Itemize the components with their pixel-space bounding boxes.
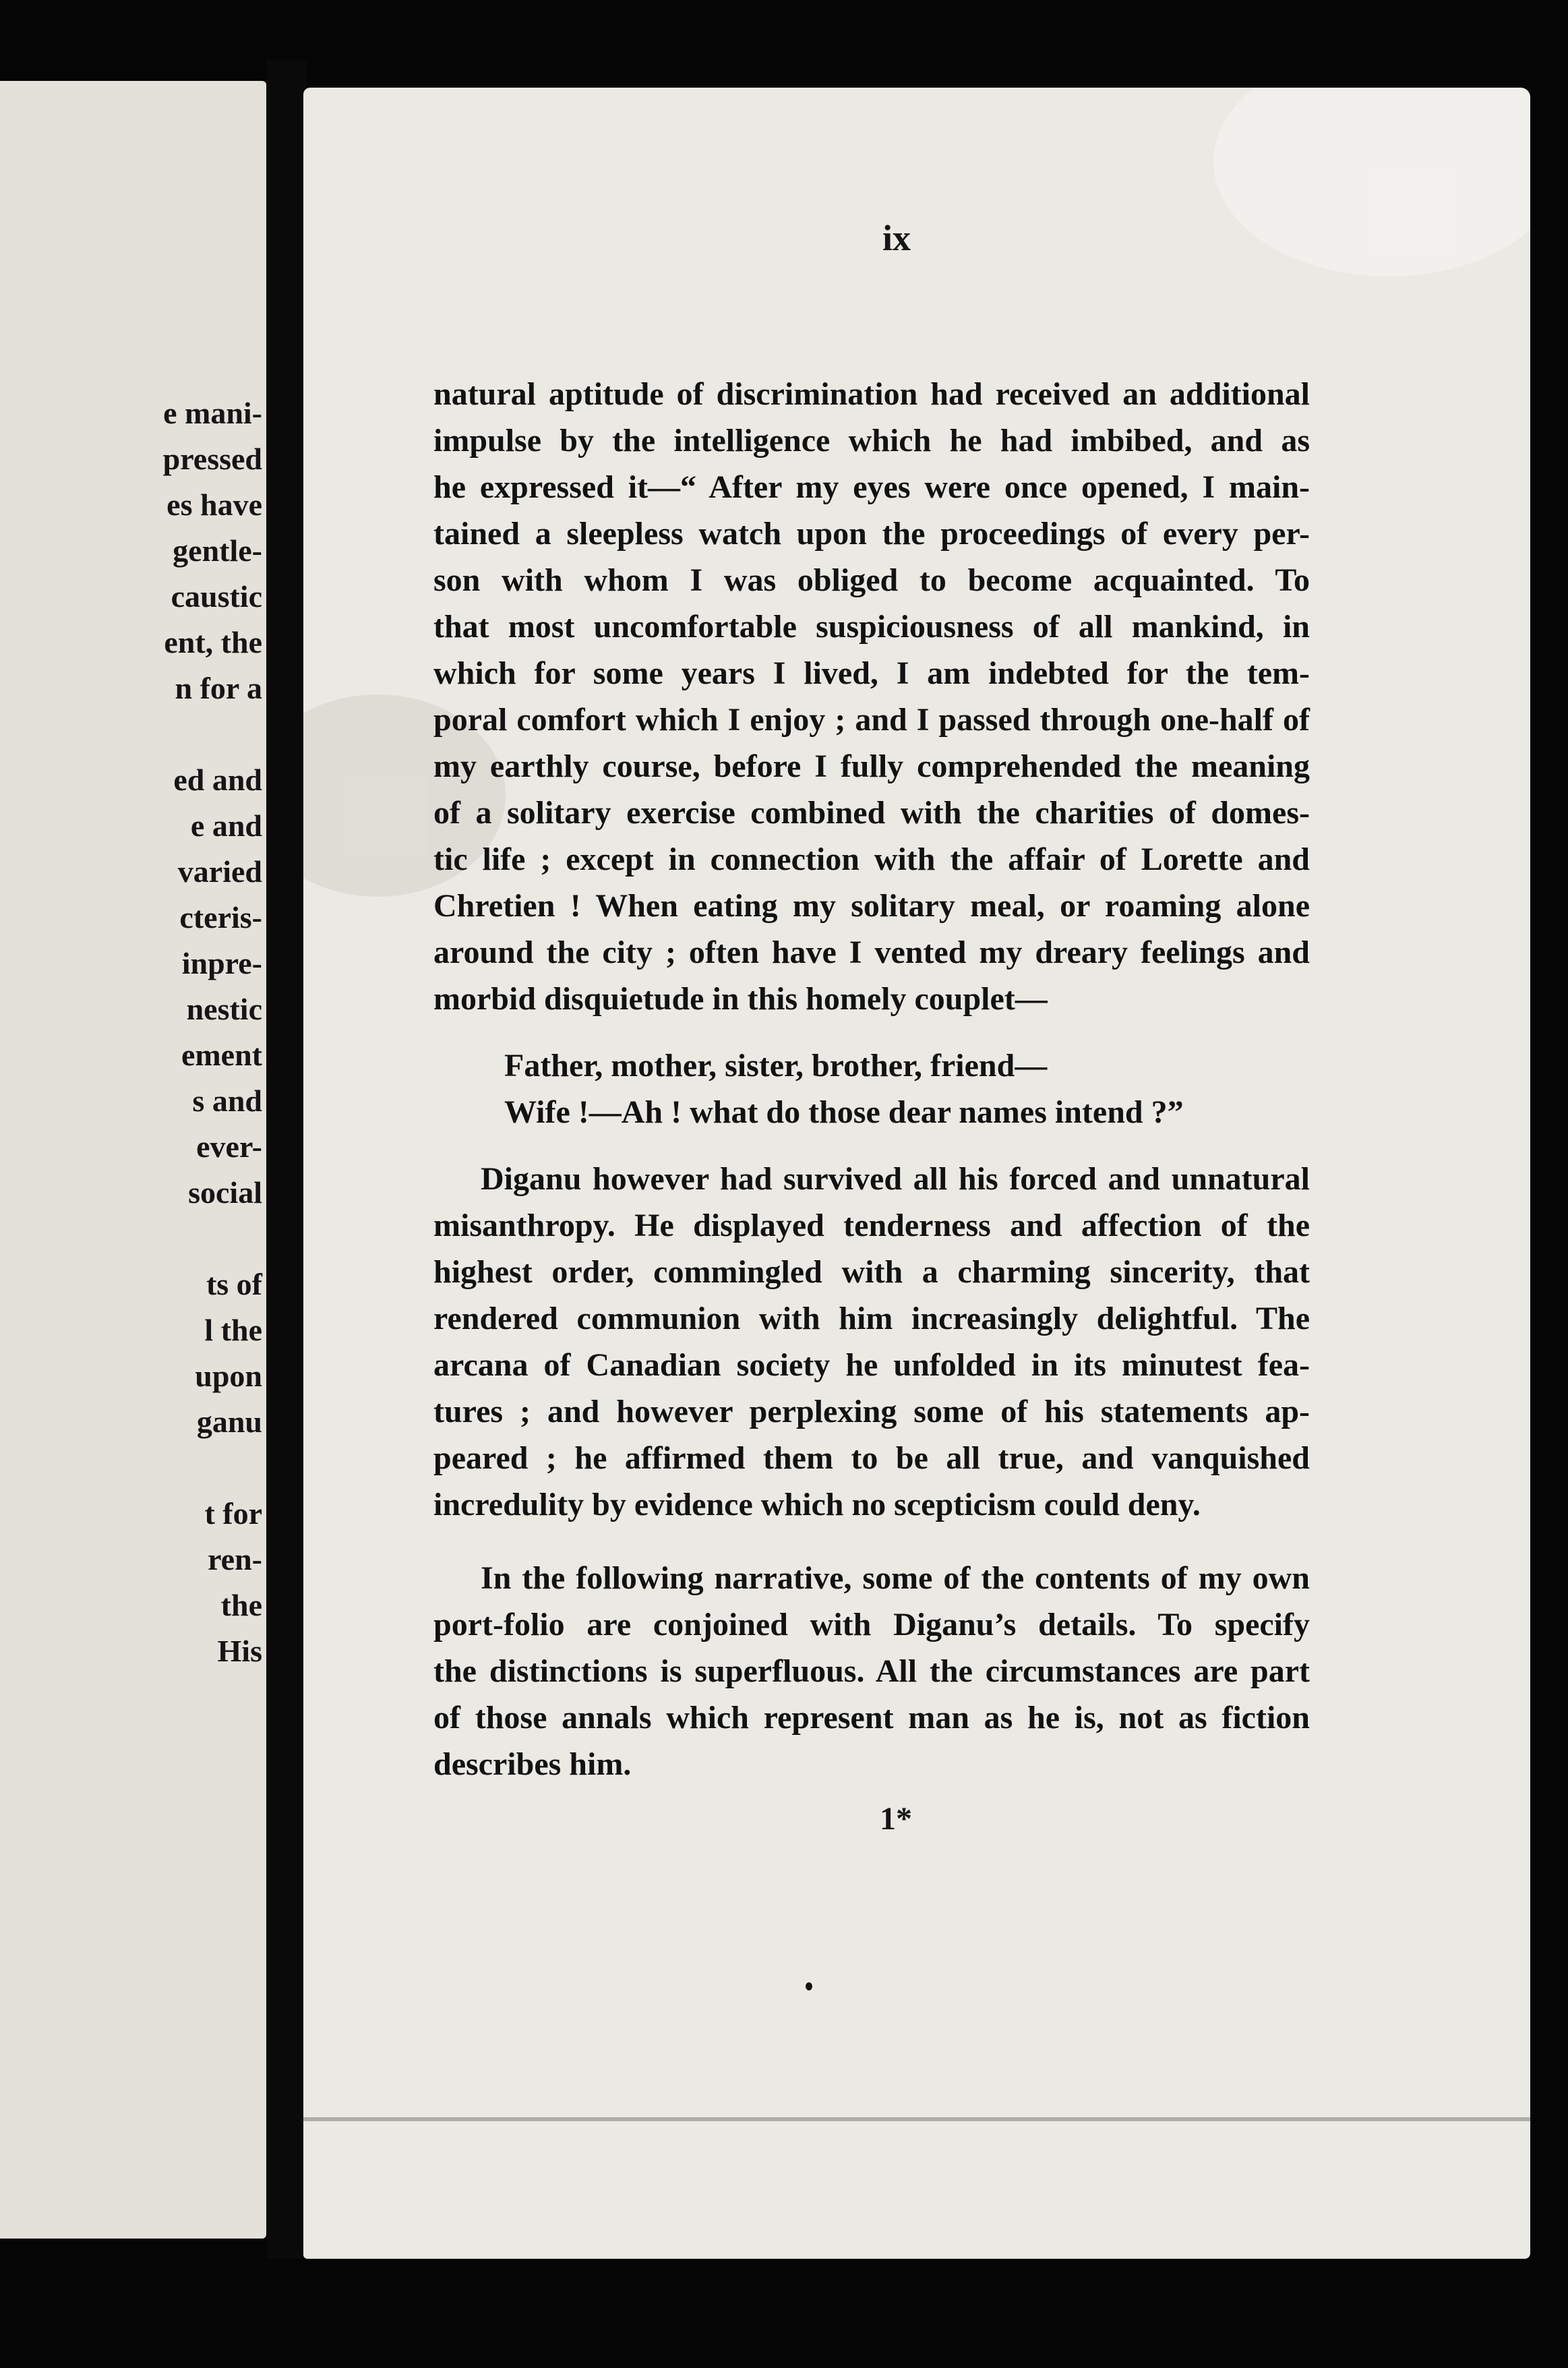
text-line: describes him.: [433, 1746, 632, 1782]
text-line: In the following narrative, some of the contents of my own: [481, 1560, 1310, 1596]
text-line: tic life ; except in connection with the affair of Lorette and: [433, 841, 1310, 877]
text-line: port-folio are conjoined with Diganu’s details. To specify: [433, 1607, 1310, 1642]
left-page-line: social: [188, 1175, 262, 1210]
left-page-line: the: [220, 1588, 262, 1622]
left-page-line: varied: [177, 854, 262, 889]
left-page-line: es have: [167, 487, 262, 522]
paragraph-3: [433, 1555, 1310, 1787]
text-line: the distinctions is superfluous. All the circumstances are part: [433, 1653, 1310, 1689]
text-line: Diganu however had survived all his forced and unnatural: [481, 1161, 1310, 1197]
left-page-line: pressed: [162, 442, 262, 476]
signature-mark: 1*: [880, 1801, 912, 1837]
left-page-line: gentle-: [173, 533, 262, 568]
text-line: arcana of Canadian society he unfolded in its minutest fea-: [433, 1347, 1310, 1383]
left-page-line: ever-: [196, 1129, 262, 1164]
text-line: of a solitary exercise combined with the charities of domes-: [433, 795, 1310, 831]
book-gutter: [266, 61, 307, 2259]
text-line: Wife !—Ah ! what do those dear names intend ?”: [504, 1094, 1184, 1130]
left-page-line: His: [217, 1634, 262, 1668]
body-text: [433, 371, 1310, 1787]
text-line: misanthropy. He displayed tenderness and affection of the: [433, 1208, 1310, 1243]
page-number: ix: [882, 218, 911, 258]
text-line: he expressed it—“ After my eyes were once opened, I main-: [433, 469, 1310, 505]
left-page-line: ganu: [196, 1404, 262, 1439]
left-page-line: ts of: [206, 1267, 262, 1301]
right-page: [303, 88, 1530, 2259]
left-page-line: t for: [204, 1496, 262, 1531]
text-line: my earthly course, before I fully comprehended the meaning: [433, 748, 1310, 784]
text-line: incredulity by evidence which no scepticism could deny.: [433, 1487, 1201, 1522]
paragraph-1: [433, 371, 1310, 1022]
text-line: son with whom I was obliged to become acquainted. To: [433, 562, 1310, 598]
text-line: around the city ; often have I vented my dreary feelings and: [433, 935, 1310, 970]
couplet: [504, 1042, 1310, 1135]
text-line: Father, mother, sister, brother, friend—: [504, 1048, 1048, 1084]
left-page-line: ement: [181, 1038, 262, 1072]
left-page-line: s and: [192, 1084, 262, 1118]
spacer: [433, 1022, 1310, 1042]
left-page-line: e and: [190, 808, 262, 843]
left-page-line: ed and: [173, 763, 262, 797]
text-line: tures ; and however perplexing some of his statements ap-: [433, 1394, 1310, 1429]
left-page-fragment: [0, 81, 266, 2239]
text-line: which for some years I lived, I am indebted for the tem-: [433, 655, 1310, 691]
paragraph-2: [433, 1156, 1310, 1528]
text-line: peared ; he affirmed them to be all true, and vanquished: [433, 1440, 1310, 1476]
water-stain: [1213, 88, 1530, 276]
text-line: highest order, commingled with a charming sincerity, that: [433, 1254, 1310, 1290]
left-page-line: l the: [204, 1313, 262, 1347]
left-page-line: e mani-: [163, 396, 262, 430]
spacer: [433, 1135, 1310, 1156]
text-line: impulse by the intelligence which he had imbibed, and as: [433, 423, 1310, 458]
text-line: poral comfort which I enjoy ; and I passed through one-half of: [433, 702, 1310, 738]
left-page-line: caustic: [171, 579, 262, 614]
left-page-line: ent, the: [164, 625, 262, 659]
text-line: natural aptitude of discrimination had received an additional: [433, 376, 1310, 412]
text-line: rendered communion with him increasingly delightful. The: [433, 1301, 1310, 1336]
left-page-line: inpre-: [181, 946, 262, 980]
left-page-line: nestic: [186, 992, 262, 1026]
text-line: that most uncomfortable suspiciousness of all mankind, in: [433, 609, 1310, 645]
text-line: tained a sleepless watch upon the proceedings of every per-: [433, 516, 1310, 552]
text-line: morbid disquietude in this homely couplet—: [433, 981, 1048, 1017]
spacer: [433, 1528, 1310, 1555]
text-line: of those annals which represent man as he is, not as fiction: [433, 1700, 1310, 1736]
left-page-line: n for a: [175, 671, 262, 705]
left-page-line: ren-: [208, 1542, 262, 1576]
left-page-line: cteris-: [179, 900, 262, 935]
ink-dot: [806, 1982, 812, 1990]
text-line: Chretien ! When eating my solitary meal, or roaming alone: [433, 888, 1310, 924]
left-page-line: upon: [195, 1359, 262, 1393]
page-fold: [303, 2117, 1530, 2121]
